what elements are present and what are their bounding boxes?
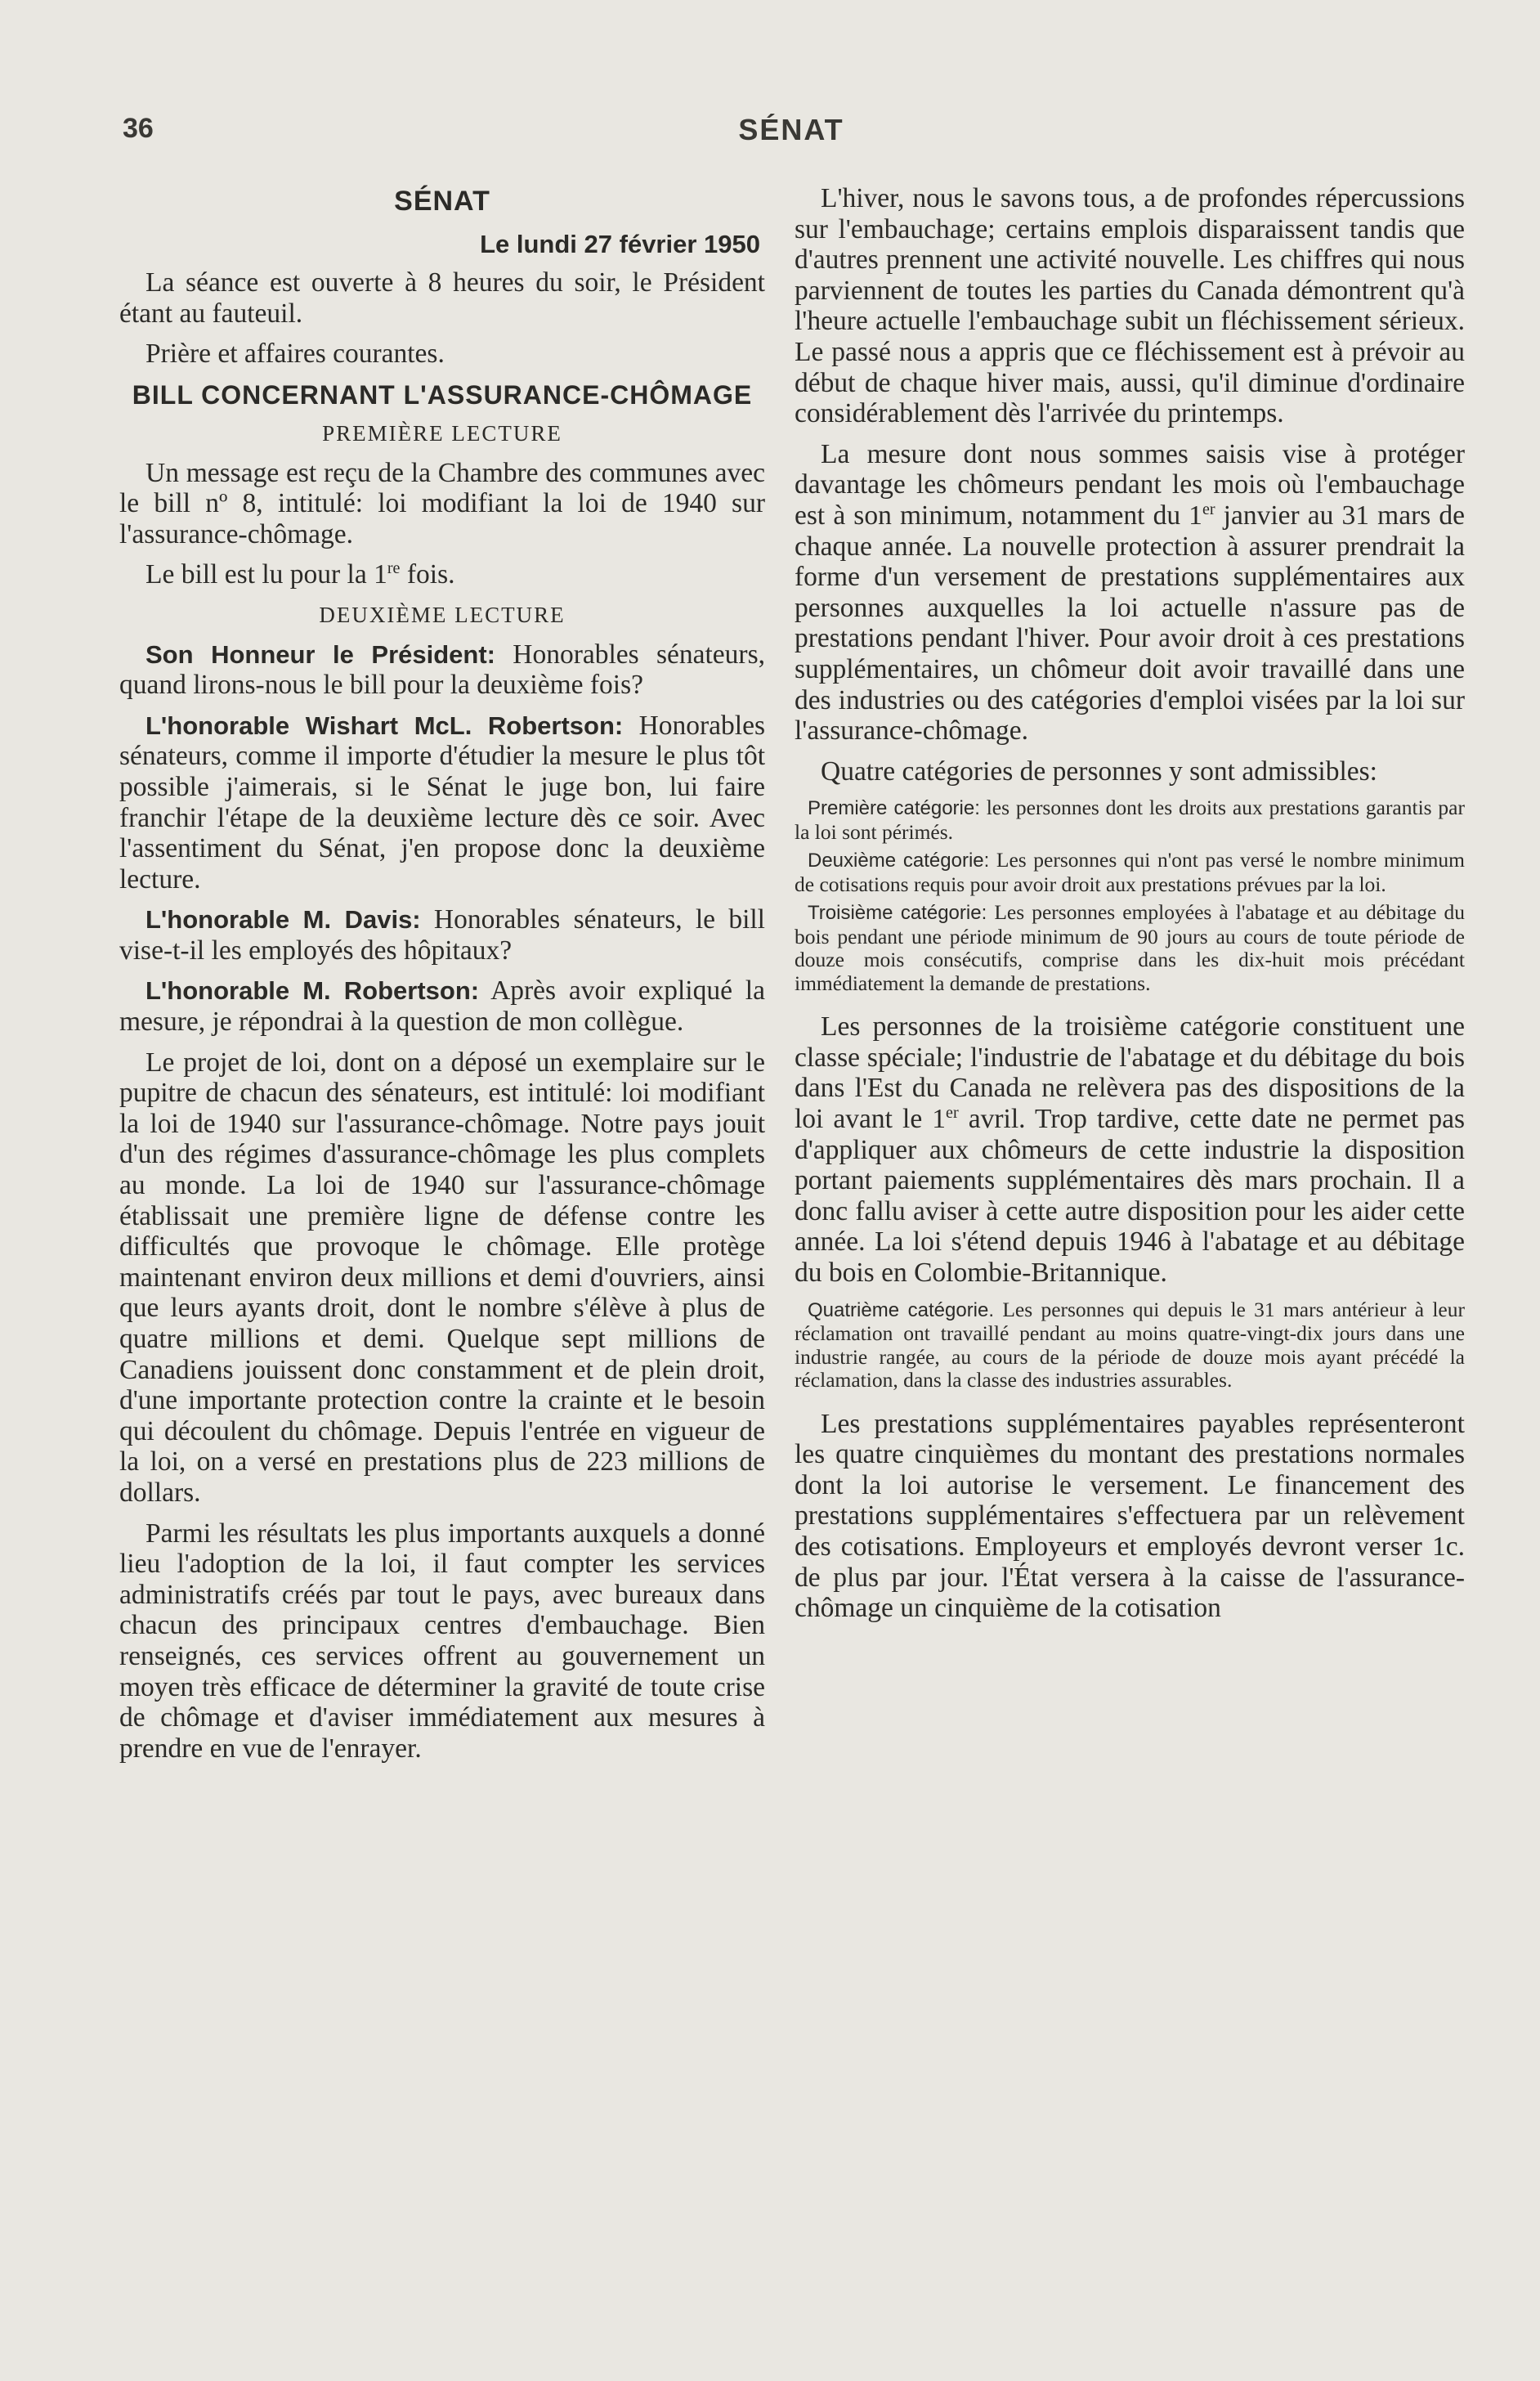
paragraph-supplement: Les prestations supplémentaires payables représenteront les quatre cinquièmes du montant des prestations normales dont la loi autorise le versement. Le financement des prestations supplémentaires s'effectuera par un relèvement des cotisations. Employeurs et employés devront verser 1c. de plus par jour. l'État versera à la caisse de l'assurance-chômage un cinquième de la cotisation (795, 1408, 1465, 1624)
paragraph-opening: La séance est ouverte à 8 heures du soir, le Président étant au fauteuil. (119, 267, 765, 329)
category-text: Les personnes employées à l'abatage et au débitage du bois pendant une période minimum de 90 jours au cours de toute période de douze mois consécutifs, comprise dans les dix-huit mois précédant immédiatement la demande de prestations. (795, 900, 1465, 995)
speaker-name: L'honorable Wishart McL. Robertson: (145, 711, 624, 740)
running-head: SÉNAT (738, 113, 844, 146)
spacer (795, 1000, 1465, 1011)
category-text: Les personnes qui n'ont pas versé le nombre minimum de cotisations requis pour avoir droit aux prestations prévues par la loi. (795, 848, 1465, 896)
speaker-name: Son Honneur le Président: (145, 639, 495, 669)
paragraph-speaker-1 (119, 639, 765, 701)
third-text-post: avril. Trop tardive, cette date ne permet pas d'appliquer aux chômeurs de cette industrie la disposition portant paiements supplémentaires dès mars prochain. Il a donc fallu aviser à cette autre disposition pour les aider cette année. La loi s'étend depuis 1946 à l'abatage et au débitage du bois en Colombie-Britannique. (795, 1104, 1465, 1289)
category-label: Quatrième catégorie. (808, 1298, 995, 1321)
measure-text-pre: La mesure dont nous sommes saisis vise à protéger davantage les chômeurs pendant les mois où l'embauchage est à son minimum, notamment du 1 (795, 438, 1465, 531)
first-reading-heading: PREMIÈRE LECTURE (322, 420, 562, 446)
third-text-pre: Les personnes de la troisième catégorie constituent une classe spéciale; l'industrie de l'abatage et du débitage du bois dans l'Est du Canada ne relèvera pas des dispositions de la loi avant le 1 (795, 1011, 1465, 1135)
speaker-name: L'honorable M. Robertson: (145, 976, 480, 1006)
speaker-name: L'honorable M. Davis: (145, 905, 421, 935)
measure-superscript: er (1202, 500, 1215, 518)
page-number: 36 (123, 113, 154, 144)
paragraph-results: Parmi les résultats les plus importants auxquels a donné lieu l'adoption de la loi, il faut compter les services administratifs créés par tout le pays, avec bureaux dans chacun des principaux centres d'embauchage. Bien renseignés, ces services offrent au gouvernement un moyen très efficace de déterminer la gravité de toute crise de chômage et d'aviser immédiatement aux mesures à prendre en vue de l'enrayer. (119, 1518, 765, 1764)
read-text-post: fois. (400, 559, 455, 590)
read-text-pre: Le bill est lu pour la 1 (145, 559, 387, 590)
paragraph-read (119, 559, 765, 590)
paragraph-speaker-3 (119, 904, 765, 966)
paragraph-four-categories: Quatre catégories de personnes y sont admissibles: (821, 756, 1377, 787)
category-1 (795, 796, 1465, 844)
bill-heading: BILL CONCERNANT L'ASSURANCE-CHÔMAGE (132, 379, 753, 410)
paragraph-speaker-4 (119, 975, 765, 1037)
speech-text: Après avoir expliqué la mesure, je répondrai à la question de mon collègue. (119, 975, 765, 1038)
category-3 (795, 901, 1465, 995)
left-column (119, 183, 765, 1773)
paragraph-project: Le projet de loi, dont on a déposé un exemplaire sur le pupitre de chacun des sénateurs, est intitulé: loi modifiant la loi de 1940 sur l'assurance-chômage. Notre pays jouit d'un des régimes d'assurance-chômage les plus complets au monde. La loi de 1940 sur l'assurance-chômage établissait une première ligne de défense contre les difficultés que provoque le chômage. Elle protège maintenant environ deux millions et demi d'ouvriers, ainsi que leurs ayants droit, dont le nombre s'élève à plus de quatre millions et demi. Quelque sept millions de Canadiens jouissent donc constamment et de plein droit, d'une importante protection contre la crainte et le besoin qui découlent du chômage. Depuis l'entrée en vigueur de la loi, on a versé en prestations plus de 223 millions de dollars. (119, 1047, 765, 1508)
second-reading-heading: DEUXIÈME LECTURE (319, 602, 566, 627)
speech-text: Honorables sénateurs, quand lirons-nous le bill pour la deuxième fois? (119, 639, 765, 701)
speech-text: Honorables sénateurs, le bill vise-t-il les employés des hôpitaux? (119, 904, 765, 966)
category-label: Première catégorie: (808, 797, 980, 820)
paragraph-winter: L'hiver, nous le savons tous, a de profondes répercussions sur l'embauchage; certains emplois disparaissent tandis que d'autres prennent une activité nouvelle. Les chiffres qui nous parviennent de toutes les parties du Canada démontrent qu'à l'heure actuelle l'embauchage subit un fléchissement sérieux. Le passé nous a appris que ce fléchissement est à prévoir au début de chaque hiver mais, aussi, qu'il diminue d'ordinaire considérablement dès l'arrivée du printemps. (795, 183, 1465, 429)
session-date: Le lundi 27 février 1950 (480, 229, 760, 258)
section-title: SÉNAT (394, 186, 490, 217)
category-2 (795, 849, 1465, 896)
category-text: les personnes dont les droits aux prestations garantis par la loi sont périmés. (795, 796, 1465, 844)
paragraph-message: Un message est reçu de la Chambre des communes avec le bill nº 8, intitulé: loi modifiant la loi de 1940 sur l'assurance-chômage. (119, 457, 765, 549)
speech-text: Honorables sénateurs, comme il importe d'étudier la mesure le plus tôt possible j'aimerais, si le Sénat le juge bon, lui faire franchir l'étape de la deuxième lecture dès ce soir. Avec l'assentiment du Sénat, j'en propose donc la deuxième lecture. (119, 710, 766, 895)
paragraph-measure (795, 439, 1465, 747)
measure-text-post: janvier au 31 mars de chaque année. La nouvelle protection à assurer prendrait la forme d'un versement de prestations supplémentaires aux personnes auxquelles la loi actuelle n'assure pas de prestations pendant l'hiver. Pour avoir droit à ces prestations supplémentaires, un chômeur doit avoir travaillé dans une des industries ou des catégories d'emploi visées par la loi sur l'assurance-chômage. (795, 500, 1465, 747)
paragraph-prayer: Prière et affaires courantes. (145, 339, 445, 370)
right-column (795, 183, 1465, 1634)
spacer (795, 1397, 1465, 1409)
read-superscript: re (387, 559, 401, 578)
paragraph-third-category (795, 1011, 1465, 1288)
category-text: Les personnes qui depuis le 31 mars antérieur à leur réclamation ont travaillé pendant au moins quatre-vingt-dix jours dans une industrie rangée, au cours de la période de douze mois ayant précédé la réclamation, dans la classe des industries assurables. (795, 1297, 1465, 1392)
category-label: Deuxième catégorie: (808, 850, 990, 872)
category-4 (795, 1298, 1465, 1392)
page-header (123, 113, 1460, 162)
category-label: Troisième catégorie: (808, 902, 987, 925)
paragraph-speaker-2 (119, 711, 765, 895)
third-superscript: er (946, 1103, 959, 1122)
